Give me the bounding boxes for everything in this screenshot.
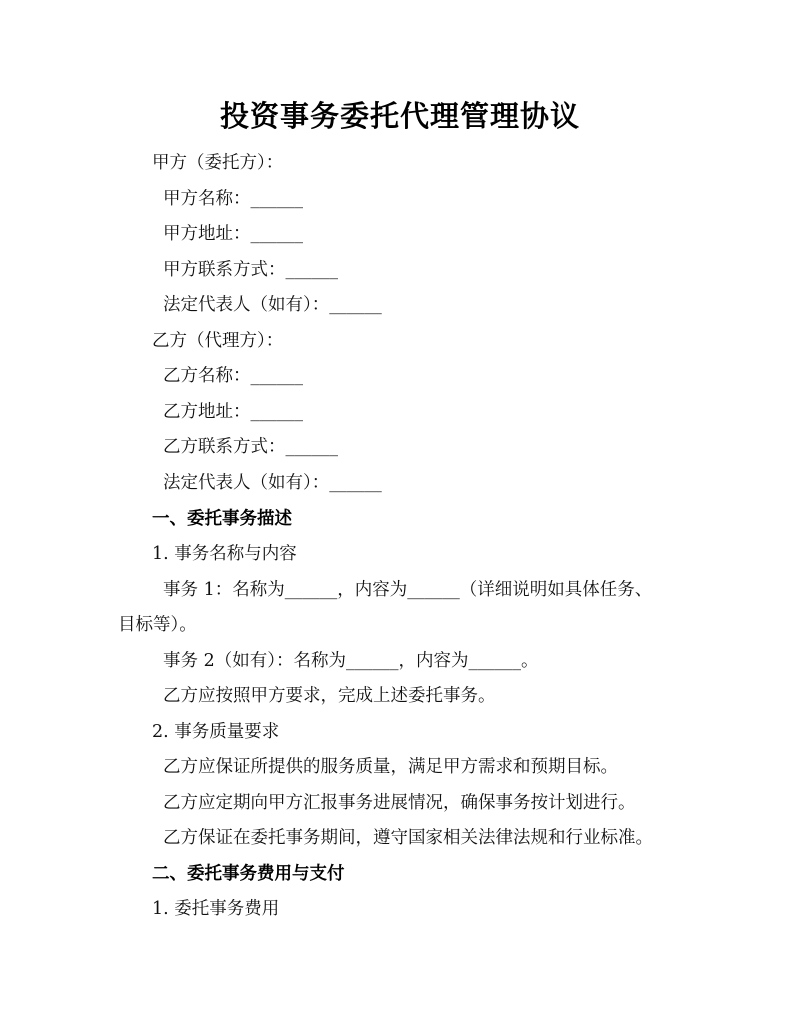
party-a-contact-field: 甲方联系方式：______ bbox=[163, 260, 338, 280]
task-1-line-1: 事务 1：名称为______，内容为______（详细说明如具体任务、 bbox=[163, 580, 653, 600]
section-1-heading: 一、委托事务描述 bbox=[152, 509, 292, 529]
party-b-name-field: 乙方名称：______ bbox=[163, 366, 303, 386]
task-completion-note: 乙方应按照甲方要求，完成上述委托事务。 bbox=[163, 686, 496, 706]
party-a-address-field: 甲方地址：______ bbox=[163, 224, 303, 244]
quality-paragraph-2: 乙方应定期向甲方汇报事务进展情况，确保事务按计划进行。 bbox=[163, 793, 636, 813]
quality-paragraph-3: 乙方保证在委托事务期间，遵守国家相关法律法规和行业标准。 bbox=[163, 828, 653, 848]
party-b-contact-field: 乙方联系方式：______ bbox=[163, 437, 338, 457]
section-1-sub-2-heading: 2. 事务质量要求 bbox=[152, 722, 280, 742]
party-b-address-field: 乙方地址：______ bbox=[163, 402, 303, 422]
party-a-name-field: 甲方名称：______ bbox=[163, 189, 303, 209]
task-1-line-2: 目标等）。 bbox=[118, 615, 197, 635]
party-a-legal-rep-field: 法定代表人（如有）：______ bbox=[163, 295, 382, 315]
document-title: 投资事务委托代理管理协议 bbox=[219, 99, 580, 133]
party-a-heading: 甲方（委托方）： bbox=[152, 153, 284, 173]
task-2-line: 事务 2（如有）：名称为______，内容为______。 bbox=[163, 651, 539, 671]
party-b-legal-rep-field: 法定代表人（如有）：______ bbox=[163, 473, 382, 493]
section-2-sub-1-heading: 1. 委托事务费用 bbox=[152, 899, 280, 919]
section-2-heading: 二、委托事务费用与支付 bbox=[152, 864, 345, 884]
quality-paragraph-1: 乙方应保证所提供的服务质量，满足甲方需求和预期目标。 bbox=[163, 757, 618, 777]
section-1-sub-1-heading: 1. 事务名称与内容 bbox=[152, 544, 297, 564]
party-b-heading: 乙方（代理方）： bbox=[152, 331, 284, 351]
